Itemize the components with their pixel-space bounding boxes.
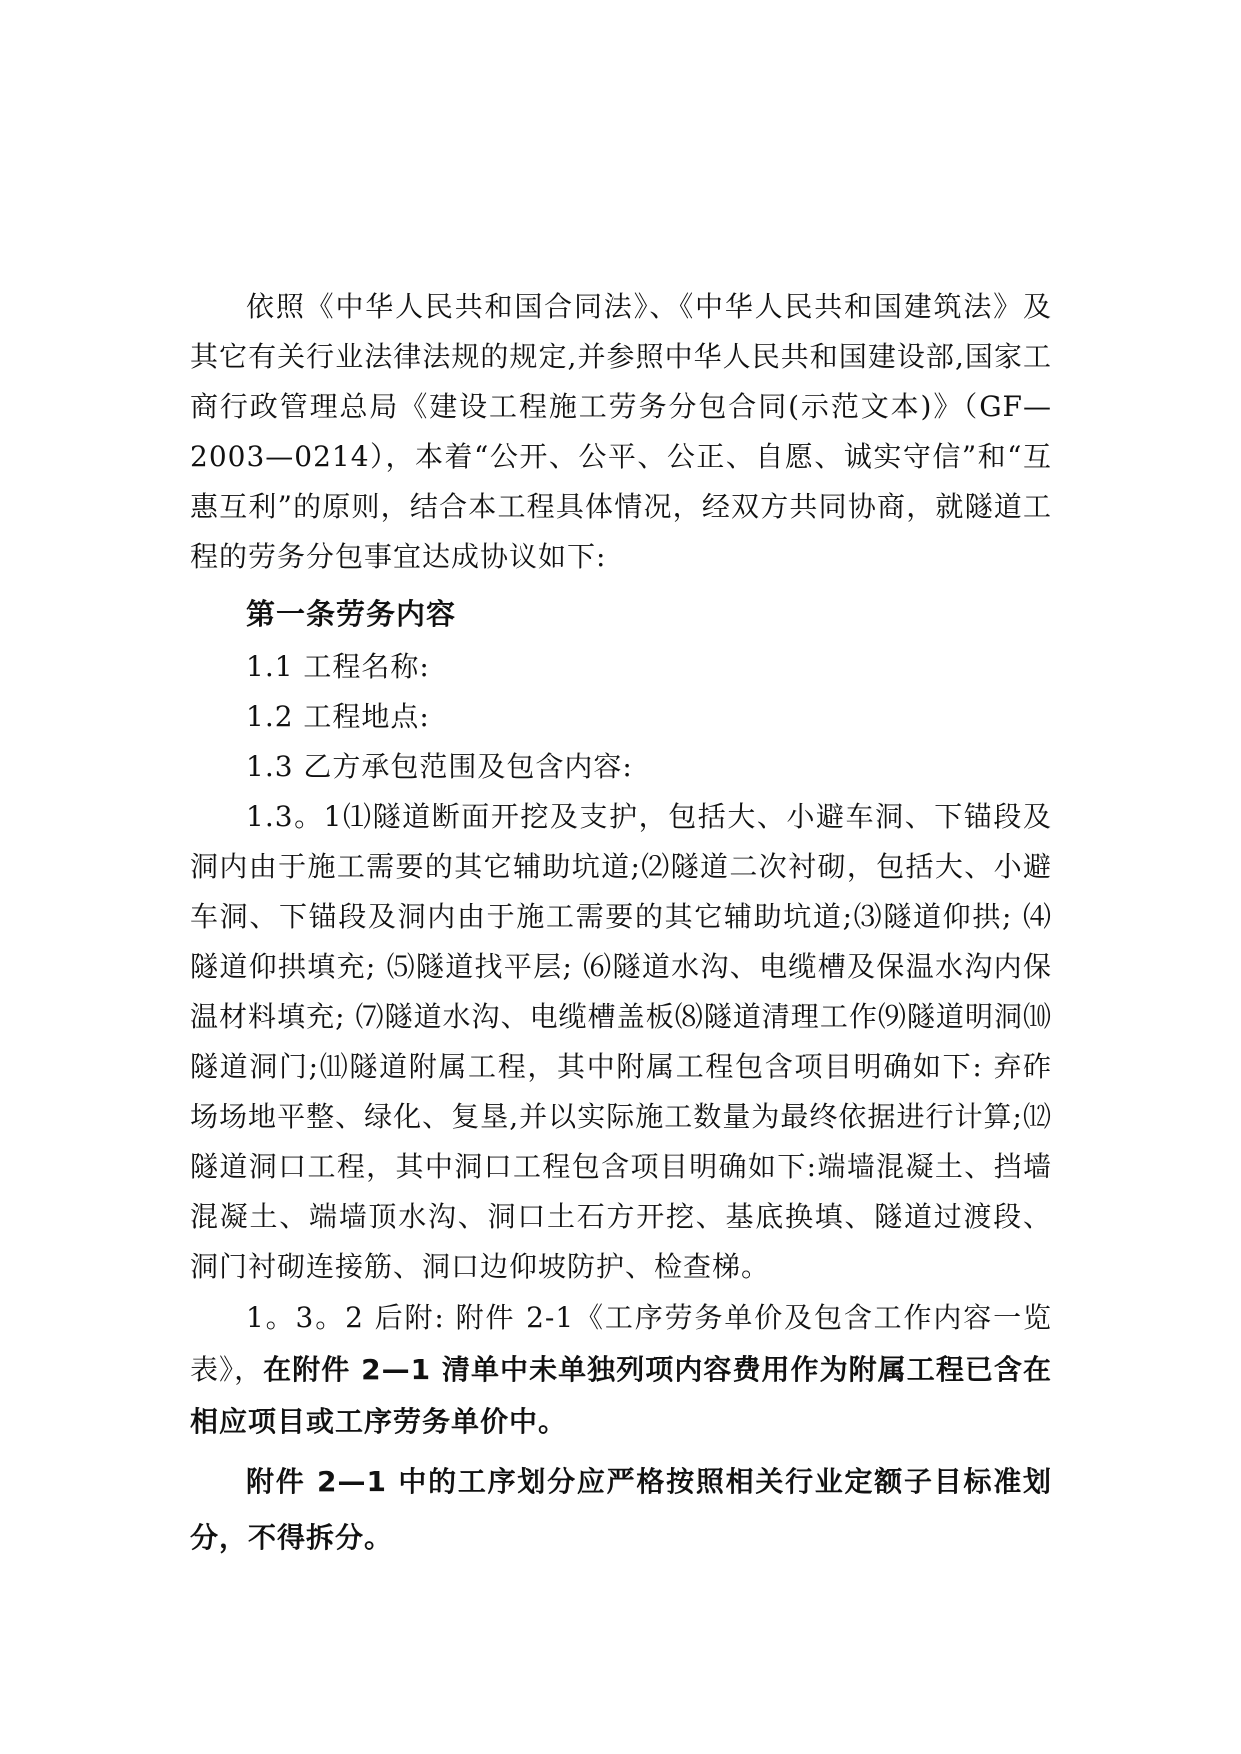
annex-bold-text: 在附件 2—1 清单中未单独列项内容费用作为附属工程已含在相应项目或工序劳务单价中。 [190, 1353, 1052, 1438]
annex-paragraph [190, 1292, 1052, 1448]
annex-lead-text: 1。3。2 后附: 附件 2-1《工序劳务单价及包含工作内容一览表》， [190, 1301, 1052, 1386]
scope-paragraph: 1.3。1⑴隧道断面开挖及支护，包括大、小避车洞、下锚段及洞内由于施工需要的其它辅助坑道;⑵隧道二次衬砌，包括大、小避车洞、下锚段及洞内由于施工需要的其它辅助坑道;⑶隧道仰拱; ⑷隧道仰拱填充; ⑸隧道找平层; ⑹隧道水沟、电缆槽及保温水沟内保温材料填充; ⑺隧道水沟、电缆槽盖板⑻隧道清理工作⑼隧道明洞⑽隧道洞门;⑾隧道附属工程，其中附属工程包含项目明确如下: 弃砟场场地平整、绿化、复垦,并以实际施工数量为最终依据进行计算;⑿隧道洞口工程，其中洞口工程包含项目明确如下:端墙混凝土、挡墙混凝土、端墙顶水沟、洞口土石方开挖、基底换填、隧道过渡段、洞门衬砌连接筋、洞口边仰坡防护、检查梯。 [190, 800, 1052, 1283]
document-body [190, 282, 1052, 1566]
final-paragraph: 附件 2—1 中的工序划分应严格按照相关行业定额子目标准划分，不得拆分。 [190, 1465, 1052, 1554]
item-project-location: 1.2 工程地点: [246, 700, 430, 733]
item-contract-scope: 1.3 乙方承包范围及包含内容: [246, 750, 633, 783]
section-title: 第一条劳务内容 [246, 597, 457, 631]
item-project-name: 1.1 工程名称: [246, 650, 430, 683]
intro-paragraph: 依照《中华人民共和国合同法》、《中华人民共和国建筑法》及其它有关行业法律法规的规定,并参照中华人民共和国建设部,国家工商行政管理总局《建设工程施工劳务分包合同(示范文本)》（GF—2003—0214），本着“公开、公平、公正、自愿、诚实守信”和“互惠互利”的原则，结合本工程具体情况，经双方共同协商，就隧道工程的劳务分包事宜达成协议如下: [190, 290, 1052, 573]
